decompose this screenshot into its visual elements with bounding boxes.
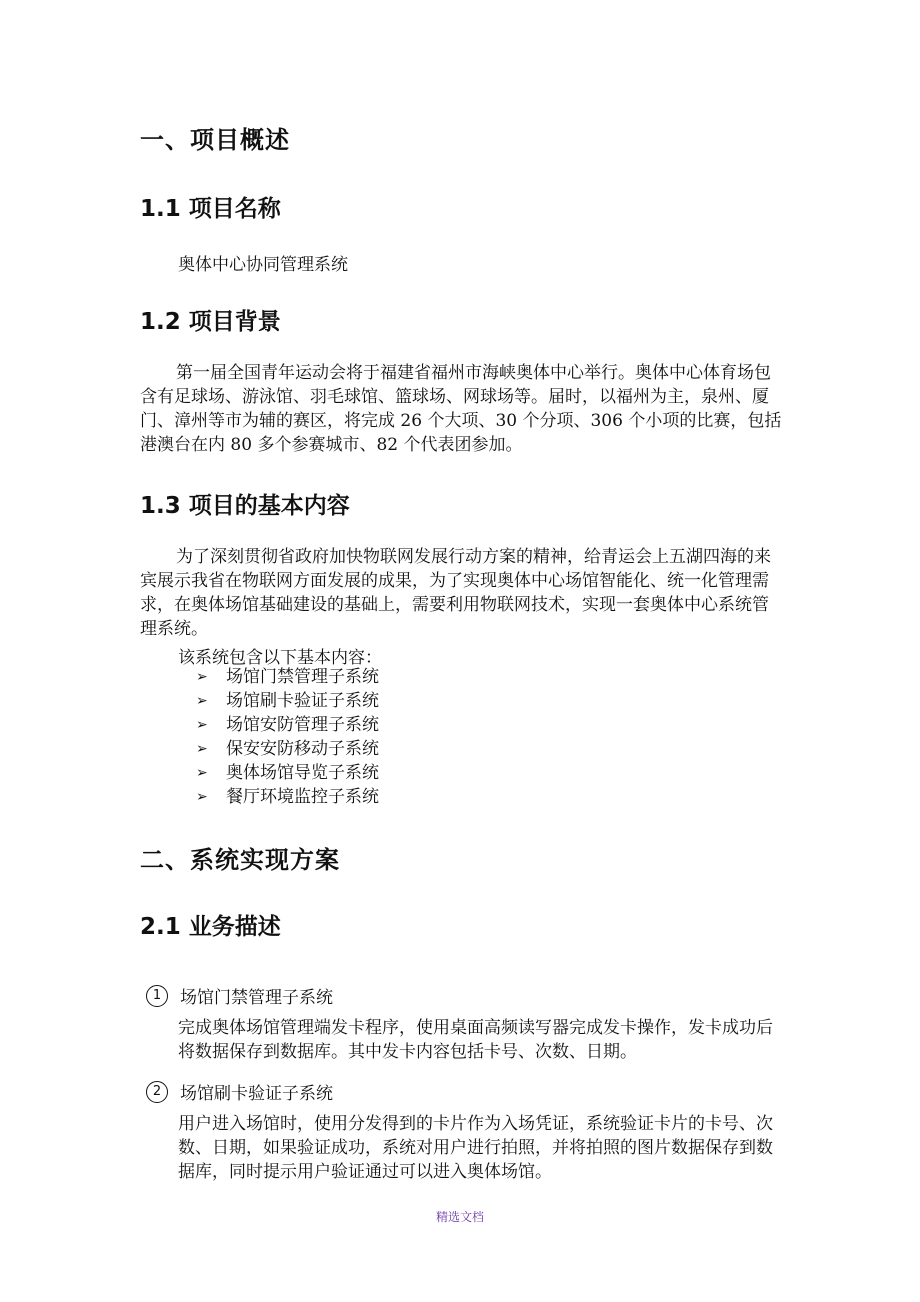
list-item: ➢ 保安安防移动子系统 — [196, 739, 379, 759]
arrow-bullet-icon: ➢ — [196, 765, 208, 781]
list-item: ➢ 场馆门禁管理子系统 — [196, 667, 379, 687]
page-footer: 精选文档 — [435, 1210, 484, 1224]
arrow-bullet-icon: ➢ — [196, 669, 208, 685]
arrow-bullet-icon: ➢ — [196, 741, 208, 757]
circled-number-icon: 1 — [146, 985, 168, 1007]
section-2-1-heading: 2.1 业务描述 — [140, 914, 281, 940]
arrow-bullet-icon: ➢ — [196, 717, 208, 733]
section-1-heading: 一、项目概述 — [140, 126, 290, 154]
section-2-heading: 二、系统实现方案 — [140, 846, 340, 874]
business-item-2 — [146, 1079, 333, 1104]
business-item-title: 场馆刷卡验证子系统 — [180, 1084, 333, 1104]
arrow-bullet-icon: ➢ — [196, 789, 208, 805]
project-name-text: 奥体中心协同管理系统 — [178, 255, 348, 275]
list-item: ➢ 场馆刷卡验证子系统 — [196, 691, 379, 711]
business-item-1 — [146, 983, 333, 1008]
section-1-3-heading: 1.3 项目的基本内容 — [140, 493, 350, 519]
arrow-bullet-icon: ➢ — [196, 693, 208, 709]
content-paragraph: 为了深刻贯彻省政府加快物联网发展行动方案的精神，给青运会上五湖四海的来宾展示我省在物联网方面发展的成果，为了实现奥体中心场馆智能化、统一化管理需求，在奥体场馆基础建设的基础上，需要利用物联网技术，实现一套奥体中心系统管理系统。 — [140, 547, 771, 639]
background-paragraph: 第一届全国青年运动会将于福建省福州市海峡奥体中心举行。奥体中心体育场包含有足球场、游泳馆、羽毛球馆、篮球场、网球场等。届时，以福州为主，泉州、厦门、漳州等市为辅的赛区，将完成 26 个大项、30 个分项、306 个小项的比赛，包括港澳台在内 80 多个参赛城市、82 个代表团参加。 — [140, 363, 782, 455]
circled-number-icon: 2 — [146, 1081, 168, 1103]
subsystem-list — [196, 665, 379, 809]
content-intro: 该系统包含以下基本内容： — [178, 648, 382, 668]
business-item-desc: 完成奥体场馆管理端发卡程序，使用桌面高频读写器完成发卡操作，发卡成功后将数据保存到数据库。其中发卡内容包括卡号、次数、日期。 — [178, 1018, 773, 1062]
list-item: ➢ 奥体场馆导览子系统 — [196, 763, 379, 783]
list-item: ➢ 场馆安防管理子系统 — [196, 715, 379, 735]
list-item: ➢ 餐厅环境监控子系统 — [196, 787, 379, 807]
section-1-2-heading: 1.2 项目背景 — [140, 309, 281, 335]
business-item-title: 场馆门禁管理子系统 — [180, 988, 333, 1008]
business-item-desc: 用户进入场馆时，使用分发得到的卡片作为入场凭证，系统验证卡片的卡号、次数、日期，如果验证成功，系统对用户进行拍照，并将拍照的图片数据保存到数据库，同时提示用户验证通过可以进入奥体场馆。 — [178, 1114, 773, 1182]
section-1-1-heading: 1.1 项目名称 — [140, 196, 281, 222]
